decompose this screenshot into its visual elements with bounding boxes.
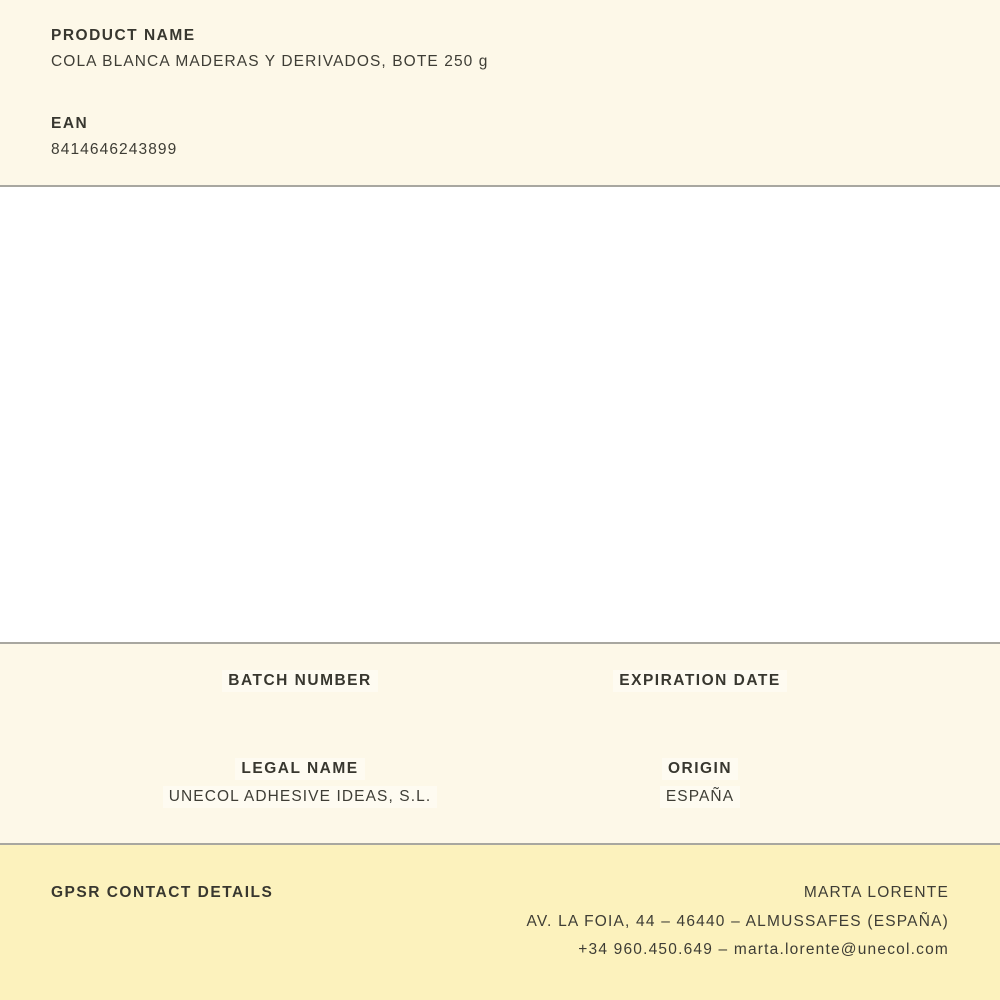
legal-name-column xyxy=(100,758,500,808)
origin-label: ORIGIN xyxy=(662,758,738,780)
traceability-section xyxy=(0,644,1000,845)
batch-expiration-row xyxy=(100,670,900,692)
product-name-value: COLA BLANCA MADERAS Y DERIVADOS, BOTE 250 g xyxy=(51,53,489,70)
product-image-area xyxy=(0,187,1000,644)
legal-origin-row xyxy=(100,758,900,808)
product-name-label: PRODUCT NAME xyxy=(51,27,196,44)
contact-address: AV. LA FOIA, 44 – 46440 – ALMUSSAFES (ESPAÑA) xyxy=(526,912,949,930)
legal-name-value: UNECOL ADHESIVE IDEAS, S.L. xyxy=(163,786,438,808)
gpsr-contact-label: GPSR CONTACT DETAILS xyxy=(51,884,274,901)
gpsr-contact-section xyxy=(0,845,1000,1000)
gpsr-contact-details xyxy=(527,879,949,965)
expiration-date-label: EXPIRATION DATE xyxy=(613,670,786,692)
product-header-section xyxy=(0,0,1000,187)
contact-phone-email: +34 960.450.649 – marta.lorente@unecol.com xyxy=(578,941,949,958)
ean-label: EAN xyxy=(51,115,89,132)
ean-value: 8414646243899 xyxy=(51,141,178,158)
origin-value: ESPAÑA xyxy=(660,786,740,808)
legal-name-label: LEGAL NAME xyxy=(235,758,364,780)
batch-number-label: BATCH NUMBER xyxy=(222,670,377,692)
contact-person-name: MARTA LORENTE xyxy=(803,884,949,901)
batch-number-column xyxy=(100,670,500,692)
expiration-date-column xyxy=(500,670,900,692)
origin-column xyxy=(500,758,900,808)
ean-block xyxy=(51,113,949,161)
